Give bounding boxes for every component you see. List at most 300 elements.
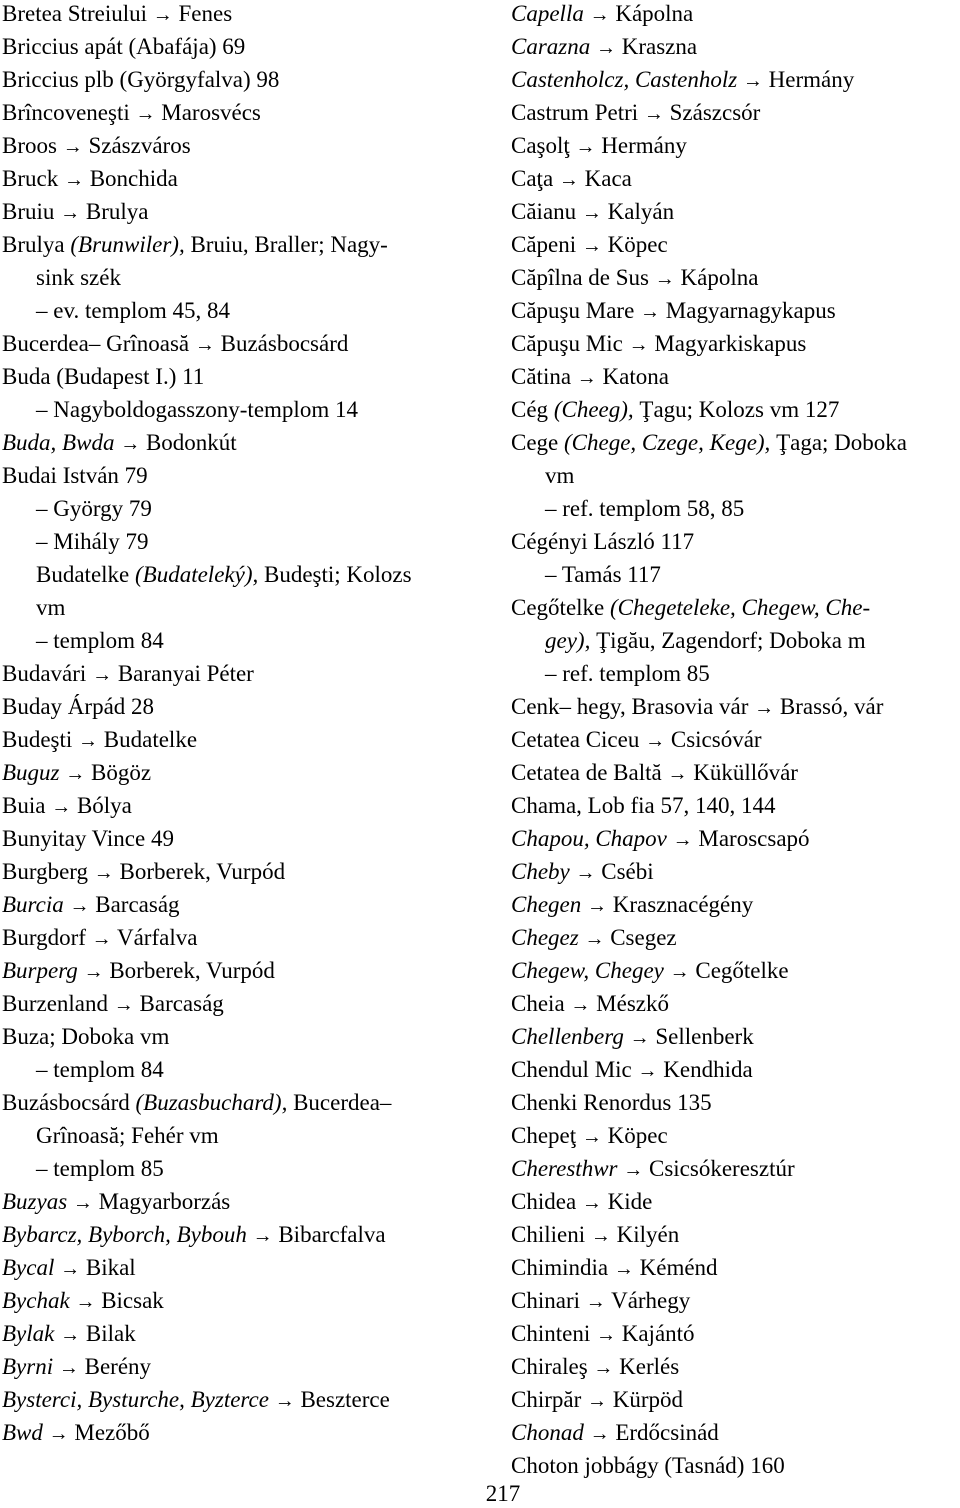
- index-text: Cég: [511, 397, 554, 422]
- right-arrow-icon: →: [83, 961, 104, 983]
- right-arrow-icon: →: [590, 1225, 611, 1247]
- index-text: Bilak: [80, 1321, 136, 1346]
- index-entry: [2, 1221, 472, 1254]
- index-text-italic: Cheby: [511, 859, 570, 884]
- index-text: Buia: [2, 793, 52, 818]
- index-text: – ref. templom 58, 85: [545, 496, 745, 521]
- index-entry: [2, 363, 472, 396]
- index-text-italic: (Buzasbuchard),: [135, 1090, 288, 1115]
- right-arrow-icon: →: [581, 235, 602, 257]
- index-text-italic: (Cheeg),: [553, 397, 634, 422]
- index-entry: [2, 165, 472, 198]
- index-entry: [2, 1353, 472, 1386]
- right-arrow-icon: →: [629, 1027, 650, 1049]
- index-text-italic: Chellenberg: [511, 1024, 624, 1049]
- index-entry: [511, 990, 960, 1023]
- right-arrow-icon: →: [113, 994, 134, 1016]
- index-entry: [2, 660, 472, 693]
- index-text: – ref. templom 85: [545, 661, 710, 686]
- index-entry: [511, 1089, 960, 1122]
- index-entry: [2, 1122, 472, 1155]
- right-arrow-icon: →: [558, 169, 579, 191]
- index-entry: [511, 759, 960, 792]
- index-entry: [511, 1419, 960, 1452]
- index-text: Cetatea Ciceu: [511, 727, 646, 752]
- index-text: Magyarkiskapus: [648, 331, 807, 356]
- index-entry: [511, 627, 960, 660]
- index-entry: [511, 1320, 960, 1353]
- index-entry: [511, 792, 960, 825]
- index-entry: [511, 858, 960, 891]
- index-text: Cegőtelke: [511, 595, 610, 620]
- index-text: Briccius plb (Györgyfalva) 98: [2, 67, 280, 92]
- index-text: Brulya: [80, 199, 149, 224]
- right-arrow-icon: →: [63, 169, 84, 191]
- index-text: Caşolţ: [511, 133, 576, 158]
- index-text: Kajántó: [615, 1321, 695, 1346]
- index-text: Chilieni: [511, 1222, 591, 1247]
- index-text: Chiraleş: [511, 1354, 594, 1379]
- right-arrow-icon: →: [152, 4, 173, 26]
- index-text: Chenki Renordus 135: [511, 1090, 712, 1115]
- index-text: Krasznacégény: [607, 892, 754, 917]
- index-entry: [2, 726, 472, 759]
- index-text: Várfalva: [111, 925, 198, 950]
- index-text: Küküllővár: [687, 760, 798, 785]
- index-entry: [2, 1188, 472, 1221]
- index-text: Burzenland: [2, 991, 114, 1016]
- index-entry: [2, 66, 472, 99]
- index-text: – György 79: [36, 496, 152, 521]
- index-entry: [2, 99, 472, 132]
- index-text: Chinari: [511, 1288, 586, 1313]
- index-text: Mészkő: [590, 991, 669, 1016]
- index-entry: [511, 1056, 960, 1089]
- index-text: Kraszna: [616, 34, 698, 59]
- index-text: Bonchida: [83, 166, 178, 191]
- index-entry: [511, 0, 960, 33]
- index-text: Borberek, Vurpód: [103, 958, 275, 983]
- index-entry: [511, 1254, 960, 1287]
- index-text: Kaca: [578, 166, 632, 191]
- index-text: Berény: [78, 1354, 152, 1379]
- index-text-italic: Burcia: [2, 892, 64, 917]
- right-arrow-icon: →: [274, 1390, 295, 1412]
- index-text: Chirpăr: [511, 1387, 588, 1412]
- index-entry: [511, 1287, 960, 1320]
- index-text: Bruiu, Braller; Nagy-: [184, 232, 388, 257]
- right-arrow-icon: →: [637, 1060, 658, 1082]
- right-arrow-icon: →: [60, 1324, 81, 1346]
- index-entry: [511, 1122, 960, 1155]
- index-entry: [2, 627, 472, 660]
- right-arrow-icon: →: [667, 763, 688, 785]
- index-entry: [2, 330, 472, 363]
- right-arrow-icon: →: [645, 730, 666, 752]
- index-text: Maroscsapó: [692, 826, 810, 851]
- index-entry: [2, 198, 472, 231]
- right-arrow-icon: →: [640, 301, 661, 323]
- right-arrow-icon: →: [584, 928, 605, 950]
- index-text: Choton jobbágy (Tasnád) 160: [511, 1453, 785, 1478]
- index-entry: [2, 1023, 472, 1056]
- index-entry: [2, 825, 472, 858]
- index-text: Ţaga; Doboka: [770, 430, 907, 455]
- index-text-italic: Capella: [511, 1, 584, 26]
- index-text-italic: (Brunwiler),: [70, 232, 185, 257]
- index-text: Cege: [511, 430, 565, 455]
- index-text: Kéménd: [633, 1255, 718, 1280]
- index-entry: [2, 891, 472, 924]
- right-arrow-icon: →: [587, 895, 608, 917]
- index-text: Bicsak: [95, 1288, 164, 1313]
- index-entry: [511, 462, 960, 495]
- index-entry: [2, 1089, 472, 1122]
- index-entry: [511, 495, 960, 528]
- index-entry: [2, 33, 472, 66]
- index-text: Bruck: [2, 166, 64, 191]
- index-text: Cătina: [511, 364, 577, 389]
- index-entry: [2, 231, 472, 264]
- index-text: Kendhida: [657, 1057, 753, 1082]
- index-text: Burgberg: [2, 859, 94, 884]
- index-text: Budeşti; Kolozs: [258, 562, 412, 587]
- right-arrow-icon: →: [672, 829, 693, 851]
- index-text: Căpeni: [511, 232, 582, 257]
- index-entry: [511, 1221, 960, 1254]
- index-entry: [2, 264, 472, 297]
- right-arrow-icon: →: [587, 1390, 608, 1412]
- index-text: Căpîlna de Sus: [511, 265, 655, 290]
- index-text-italic: Burperg: [2, 958, 78, 983]
- index-text: Csébi: [595, 859, 654, 884]
- index-text-italic: gey),: [545, 628, 591, 653]
- index-text: Ţagu; Kolozs vm 127: [633, 397, 840, 422]
- index-text-italic: (Budateleký),: [135, 562, 259, 587]
- index-text: – templom 84: [36, 628, 164, 653]
- index-text: Bucerdea– Grînoasă: [2, 331, 195, 356]
- index-text: Bólya: [71, 793, 132, 818]
- index-text: Bucerdea–: [287, 1090, 392, 1115]
- right-arrow-icon: →: [643, 103, 664, 125]
- index-entry: [2, 396, 472, 429]
- index-text: Szászváros: [82, 133, 191, 158]
- index-text: Bikal: [80, 1255, 136, 1280]
- index-text: Cégényi László 117: [511, 529, 695, 554]
- index-text: Căianu: [511, 199, 582, 224]
- index-entry: [511, 363, 960, 396]
- index-text: Kide: [601, 1189, 653, 1214]
- index-entry: [511, 1155, 960, 1188]
- index-text: Magyarnagykapus: [660, 298, 836, 323]
- index-entry: [2, 0, 472, 33]
- index-entry: [2, 528, 472, 561]
- index-text: Mezőbő: [68, 1420, 150, 1445]
- index-text: Erdőcsinád: [609, 1420, 719, 1445]
- index-entry: [511, 1188, 960, 1221]
- index-text: Csicsóvár: [665, 727, 762, 752]
- index-entry: [511, 198, 960, 231]
- index-entry: [2, 924, 472, 957]
- index-text-italic: Bysterci, Bysturche, Byzterce: [2, 1387, 269, 1412]
- index-entry: [511, 132, 960, 165]
- index-text: – templom 85: [36, 1156, 164, 1181]
- index-text-italic: Bybarcz, Byborch, Bybouh: [2, 1222, 247, 1247]
- right-arrow-icon: →: [120, 433, 141, 455]
- index-text-italic: Buguz: [2, 760, 60, 785]
- index-column-left: [2, 0, 472, 1452]
- right-arrow-icon: →: [654, 268, 675, 290]
- index-text: Csegez: [604, 925, 677, 950]
- index-text: Kalyán: [601, 199, 675, 224]
- index-text: Sellenberk: [649, 1024, 754, 1049]
- index-text: Bretea Streiului: [2, 1, 153, 26]
- index-text-italic: Byrni: [2, 1354, 54, 1379]
- index-entry: [511, 693, 960, 726]
- index-entry: [511, 1023, 960, 1056]
- index-text: Kápolna: [609, 1, 694, 26]
- index-text: Bögöz: [85, 760, 152, 785]
- index-text: sink szék: [36, 265, 121, 290]
- index-text: Fenes: [172, 1, 233, 26]
- right-arrow-icon: →: [60, 1258, 81, 1280]
- index-text-italic: Chegew, Chegey: [511, 958, 664, 983]
- index-text: Chama, Lob fia 57, 140, 144: [511, 793, 776, 818]
- right-arrow-icon: →: [576, 367, 597, 389]
- index-text: Várhegy: [605, 1288, 691, 1313]
- right-arrow-icon: →: [581, 1192, 602, 1214]
- index-text-italic: Bychak: [2, 1288, 70, 1313]
- index-entry: [2, 693, 472, 726]
- index-entry: [2, 1419, 472, 1452]
- right-arrow-icon: →: [589, 4, 610, 26]
- index-text: Bruiu: [2, 199, 61, 224]
- index-text: Buzásbocsárd: [214, 331, 349, 356]
- index-entry: [511, 231, 960, 264]
- index-text: Budai István 79: [2, 463, 148, 488]
- index-text-italic: Bylak: [2, 1321, 55, 1346]
- right-arrow-icon: →: [589, 1423, 610, 1445]
- index-text: Ţigău, Zagendorf; Doboka m: [590, 628, 866, 653]
- index-column-right: [511, 0, 960, 1485]
- index-entry: [2, 990, 472, 1023]
- index-text: – Mihály 79: [36, 529, 149, 554]
- index-text: Barcaság: [89, 892, 180, 917]
- index-entry: [2, 594, 472, 627]
- right-arrow-icon: →: [194, 334, 215, 356]
- index-entry: [2, 1386, 472, 1419]
- index-text: Magyarborzás: [92, 1189, 231, 1214]
- index-text: Budatelke: [98, 727, 198, 752]
- right-arrow-icon: →: [69, 895, 90, 917]
- index-entry: [2, 132, 472, 165]
- index-text: Marosvécs: [155, 100, 261, 125]
- index-entry: [511, 726, 960, 759]
- index-entry: [511, 429, 960, 462]
- index-text-italic: Cheresthwr: [511, 1156, 618, 1181]
- right-arrow-icon: →: [93, 862, 114, 884]
- index-entry: [2, 1155, 472, 1188]
- index-text-italic: Chegen: [511, 892, 582, 917]
- index-text: Brulya: [2, 232, 71, 257]
- index-text-italic: Bycal: [2, 1255, 55, 1280]
- index-entry: [511, 33, 960, 66]
- index-entry: [511, 957, 960, 990]
- index-entry: [511, 825, 960, 858]
- right-arrow-icon: →: [593, 1357, 614, 1379]
- index-text-italic: Carazna: [511, 34, 591, 59]
- index-entry: [511, 99, 960, 132]
- right-arrow-icon: →: [575, 136, 596, 158]
- right-arrow-icon: →: [581, 202, 602, 224]
- index-entry: [2, 1320, 472, 1353]
- index-text-italic: (Chege, Czege, Kege),: [564, 430, 771, 455]
- index-text: Chinteni: [511, 1321, 596, 1346]
- index-entry: [511, 594, 960, 627]
- index-text: Castrum Petri: [511, 100, 644, 125]
- index-text-italic: Castenholcz, Castenholz: [511, 67, 738, 92]
- index-text: Cegőtelke: [689, 958, 789, 983]
- right-arrow-icon: →: [75, 1291, 96, 1313]
- index-entry: [511, 528, 960, 561]
- index-text: Borberek, Vurpód: [113, 859, 286, 884]
- right-arrow-icon: →: [623, 1159, 644, 1181]
- index-entry: [2, 1254, 472, 1287]
- index-text: Cenk– hegy, Brasovia vár: [511, 694, 755, 719]
- index-entry: [2, 462, 472, 495]
- index-text: Baranyai Péter: [112, 661, 254, 686]
- index-text-italic: Chegez: [511, 925, 579, 950]
- right-arrow-icon: →: [742, 70, 763, 92]
- index-text: Cheia: [511, 991, 571, 1016]
- right-arrow-icon: →: [613, 1258, 634, 1280]
- index-text: Hermány: [762, 67, 855, 92]
- right-arrow-icon: →: [754, 697, 775, 719]
- index-text: – ev. templom 45, 84: [36, 298, 230, 323]
- index-text: Kilyén: [610, 1222, 680, 1247]
- right-arrow-icon: →: [570, 994, 591, 1016]
- index-text: Buday Árpád 28: [2, 694, 155, 719]
- index-text: Bodonkút: [140, 430, 237, 455]
- index-text: Köpec: [601, 1123, 668, 1148]
- index-entry: [511, 66, 960, 99]
- right-arrow-icon: →: [575, 862, 596, 884]
- index-text: Bibarcfalva: [272, 1222, 386, 1247]
- index-entry: [511, 396, 960, 429]
- right-arrow-icon: →: [60, 202, 81, 224]
- right-arrow-icon: →: [51, 796, 72, 818]
- index-entry: [511, 165, 960, 198]
- index-text: Budatelke: [36, 562, 135, 587]
- right-arrow-icon: →: [628, 334, 649, 356]
- right-arrow-icon: →: [581, 1126, 602, 1148]
- index-text: vm: [36, 595, 66, 620]
- index-text: Hermány: [595, 133, 687, 158]
- index-text: Kürpöd: [607, 1387, 684, 1412]
- index-text: Caţa: [511, 166, 559, 191]
- index-entry: [2, 759, 472, 792]
- index-text: Chidea: [511, 1189, 582, 1214]
- index-entry: [2, 792, 472, 825]
- index-text: Cetatea de Baltă: [511, 760, 668, 785]
- index-entry: [511, 264, 960, 297]
- right-arrow-icon: →: [58, 1357, 79, 1379]
- index-text: Căpuşu Mic: [511, 331, 629, 356]
- index-text: vm: [545, 463, 575, 488]
- right-arrow-icon: →: [669, 961, 690, 983]
- index-text: Budeşti: [2, 727, 79, 752]
- index-text: Burgdorf: [2, 925, 92, 950]
- index-text: Buzásbocsárd: [2, 1090, 136, 1115]
- index-text: Barcaság: [133, 991, 224, 1016]
- index-entry: [2, 297, 472, 330]
- page-number: 217: [485, 1481, 521, 1506]
- index-text-italic: Buzyas: [2, 1189, 68, 1214]
- right-arrow-icon: →: [596, 37, 616, 59]
- index-text: Chepeţ: [511, 1123, 582, 1148]
- index-entry: [2, 1287, 472, 1320]
- right-arrow-icon: →: [91, 928, 112, 950]
- index-text: Chendul Mic: [511, 1057, 638, 1082]
- index-text: Brîncoveneşti: [2, 100, 136, 125]
- right-arrow-icon: →: [72, 1192, 93, 1214]
- right-arrow-icon: →: [48, 1423, 69, 1445]
- right-arrow-icon: →: [92, 664, 113, 686]
- index-text: Csicsókeresztúr: [643, 1156, 795, 1181]
- index-text: – Tamás 117: [545, 562, 661, 587]
- right-arrow-icon: →: [65, 763, 86, 785]
- right-arrow-icon: →: [78, 730, 99, 752]
- index-text: Chimindia: [511, 1255, 614, 1280]
- index-entry: [511, 561, 960, 594]
- index-entry: [2, 1056, 472, 1089]
- index-text: Kápolna: [674, 265, 759, 290]
- index-text: Bunyitay Vince 49: [2, 826, 174, 851]
- index-text: Köpec: [601, 232, 668, 257]
- index-entry: [2, 495, 472, 528]
- index-entry: [2, 858, 472, 891]
- index-entry: [511, 1386, 960, 1419]
- index-text: Buza; Doboka vm: [2, 1024, 170, 1049]
- index-text-italic: Chapou, Chapov: [511, 826, 667, 851]
- index-entry: [2, 957, 472, 990]
- index-text-italic: Buda, Bwda: [2, 430, 115, 455]
- right-arrow-icon: →: [585, 1291, 606, 1313]
- index-entry: [511, 924, 960, 957]
- index-text: Katona: [596, 364, 669, 389]
- index-text: Grînoasă; Fehér vm: [36, 1123, 219, 1148]
- index-text-italic: Bwd: [2, 1420, 43, 1445]
- index-entry: [511, 1353, 960, 1386]
- index-entry: [511, 297, 960, 330]
- index-text: Briccius apát (Abafája) 69: [2, 34, 246, 59]
- index-text: – templom 84: [36, 1057, 164, 1082]
- index-entry: [2, 561, 472, 594]
- right-arrow-icon: →: [595, 1324, 616, 1346]
- index-text: Buda (Budapest I.) 11: [2, 364, 205, 389]
- index-text: Brassó, vár: [774, 694, 884, 719]
- right-arrow-icon: →: [62, 136, 83, 158]
- index-text: Kerlés: [613, 1354, 680, 1379]
- index-text: Beszterce: [294, 1387, 390, 1412]
- index-entry: [2, 429, 472, 462]
- index-text-italic: (Chegeteleke, Chegew, Che-: [610, 595, 871, 620]
- index-entry: [511, 891, 960, 924]
- index-text: Szászcsór: [663, 100, 761, 125]
- index-text: Căpuşu Mare: [511, 298, 641, 323]
- index-text: Budavári: [2, 661, 93, 686]
- index-entry: [511, 330, 960, 363]
